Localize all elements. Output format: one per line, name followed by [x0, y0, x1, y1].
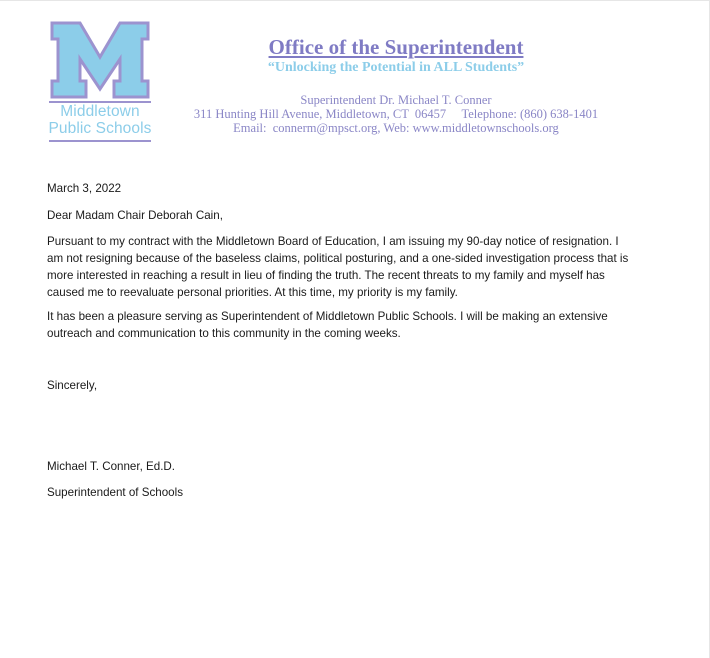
email-web-line: Email: connerm@mpsct.org, Web: www.middletownschools.org [233, 121, 559, 135]
motto: “Unlocking the Potential in ALL Students” [267, 60, 525, 75]
logo-line2: Public Schools [48, 120, 152, 137]
address-line: 311 Hunting Hill Avenue, Middletown, CT 06457 Telephone: (860) 638-1401 [193, 107, 599, 121]
district-logo [48, 19, 152, 145]
office-title: Office of the Superintendent [268, 35, 524, 59]
closing: Sincerely, [47, 379, 98, 392]
signer-name: Michael T. Conner, Ed.D. [47, 460, 176, 473]
salutation: Dear Madam Chair Deborah Cain, [47, 209, 223, 222]
paragraph-1: Pursuant to my contract with the Middletown Board of Education, I am issuing my 90-day notice of resignation. I am not resigning because of the baseless claims, political posturing, and a one-sided investigation process that is more interested in reaching a result in lieu of finding the truth. The recent threats to my family and myself has caused me to reevaluate personal priorities. At this time, my priority is my family. [47, 235, 629, 299]
logo-line1: Middletown [60, 103, 140, 120]
m-logo-icon [48, 19, 152, 101]
superintendent-line: Superintendent Dr. Michael T. Conner [300, 93, 492, 107]
letter-date: March 3, 2022 [47, 182, 122, 195]
logo-rule-bottom [49, 140, 151, 142]
paragraph-2: It has been a pleasure serving as Superintendent of Middletown Public Schools. I will be making an extensive outreach and communication to this community in the coming weeks. [47, 310, 608, 340]
signer-title: Superintendent of Schools [47, 486, 184, 499]
